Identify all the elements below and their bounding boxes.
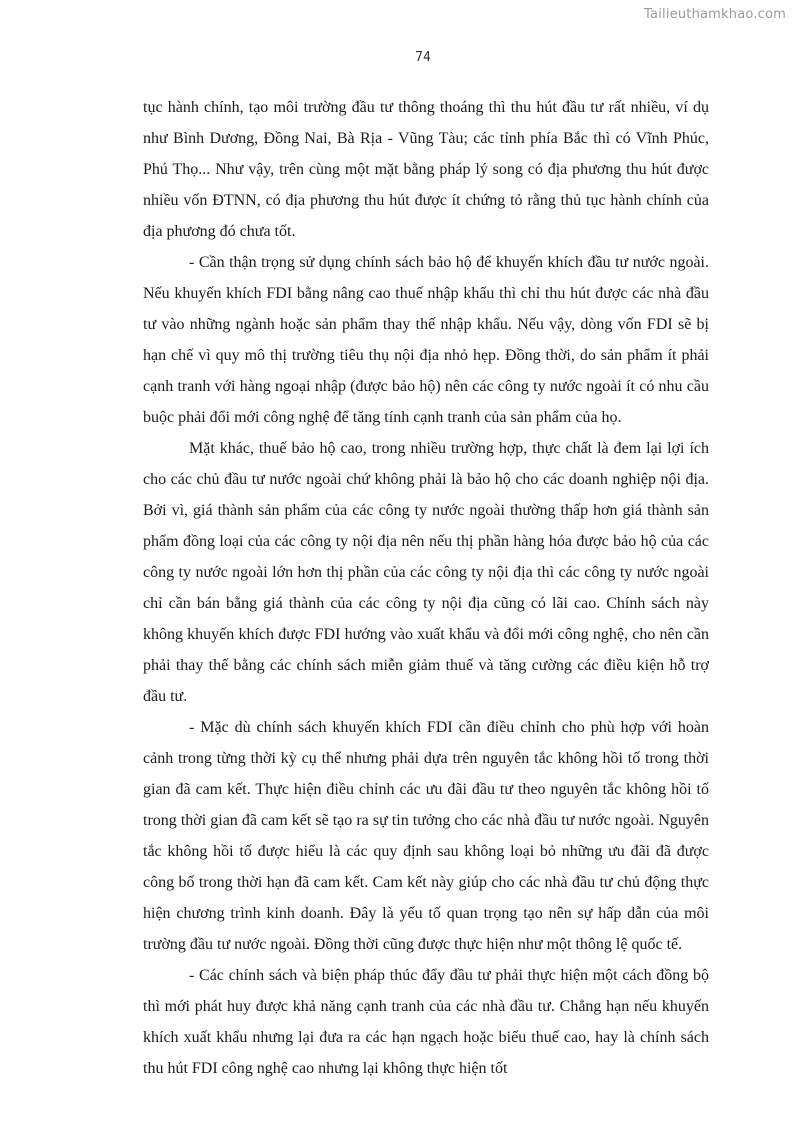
- watermark-text: Tailieuthamkhao.com: [644, 7, 786, 22]
- paragraph-synchronous-policies: - Các chính sách và biện pháp thúc đẩy đầu tư phải thực hiện một cách đồng bộ thì mới phát huy được khả năng cạnh tranh của các nhà đầu tư. Chẳng hạn nếu khuyến khích xuất khẩu nhưng lại đưa ra các hạn ngạch hoặc biểu thuế cao, hay là chính sách thu hút FDI công nghệ cao nhưng lại không thực hiện tốt: [143, 967, 709, 1077]
- paragraph-high-protection-tax: Mặt khác, thuế bảo hộ cao, trong nhiều trường hợp, thực chất là đem lại lợi ích cho các chủ đầu tư nước ngoài chứ không phải là bảo hộ cho các doanh nghiệp nội địa. Bởi vì, giá thành sản phẩm của các công ty nước ngoài thường thấp hơn giá thành sản phẩm đồng loại của các công ty nội địa nên nếu thị phần hàng hóa được bảo hộ của các công ty nước ngoài lớn hơn thị phần của các công ty nội địa thì các công ty nước ngoài chỉ cần bán bằng giá thành của các công ty nội địa cũng có lãi cao. Chính sách này không khuyến khích được FDI hướng vào xuất khẩu và đổi mới công nghệ, cho nên cần phải thay thế bằng các chính sách miễn giảm thuế và tăng cường các điều kiện hỗ trợ đầu tư.: [143, 440, 709, 705]
- paragraph-continuation: tục hành chính, tạo môi trường đầu tư thông thoáng thì thu hút đầu tư rất nhiều, ví dụ như Bình Dương, Đồng Nai, Bà Rịa - Vũng Tàu; các tỉnh phía Bắc thì có Vĩnh Phúc, Phú Thọ... Như vậy, trên cùng một mặt bằng pháp lý song có địa phương thu hút được nhiều vốn ĐTNN, có địa phương thu hút được ít chứng tỏ rằng thủ tục hành chính của địa phương đó chưa tốt.: [143, 99, 709, 240]
- paragraph-protection-policy: - Cần thận trọng sử dụng chính sách bảo hộ để khuyến khích đầu tư nước ngoài. Nếu khuyến khích FDI bằng nâng cao thuế nhập khẩu thì chỉ thu hút được các nhà đầu tư vào những ngành hoặc sản phẩm thay thế nhập khẩu. Nếu vậy, dòng vốn FDI sẽ bị hạn chế vì quy mô thị trường tiêu thụ nội địa nhỏ hẹp. Đồng thời, do sản phẩm ít phải cạnh tranh với hàng ngoại nhập (được bảo hộ) nên các công ty nước ngoài ít có nhu cầu buộc phải đổi mới công nghệ để tăng tính cạnh tranh của sản phẩm của họ.: [143, 254, 709, 426]
- page-number: 74: [415, 50, 431, 65]
- paragraph-non-retroactive-principle: - Mặc dù chính sách khuyến khích FDI cần điều chỉnh cho phù hợp với hoàn cảnh trong từng thời kỳ cụ thể nhưng phải dựa trên nguyên tắc không hồi tố trong thời gian đã cam kết. Thực hiện điều chỉnh các ưu đãi đầu tư theo nguyên tắc không hồi tố trong thời gian đã cam kết sẽ tạo ra sự tin tưởng cho các nhà đầu tư nước ngoài. Nguyên tắc không hồi tố được hiểu là các quy định sau không loại bỏ những ưu đãi đã được công bố trong thời hạn đã cam kết. Cam kết này giúp cho các nhà đầu tư chủ động thực hiện chương trình kinh doanh. Đây là yếu tố quan trọng tạo nên sự hấp dẫn của môi trường đầu tư nước ngoài. Đồng thời cũng được thực hiện như một thông lệ quốc tế.: [143, 719, 709, 953]
- document-body: [143, 92, 709, 1084]
